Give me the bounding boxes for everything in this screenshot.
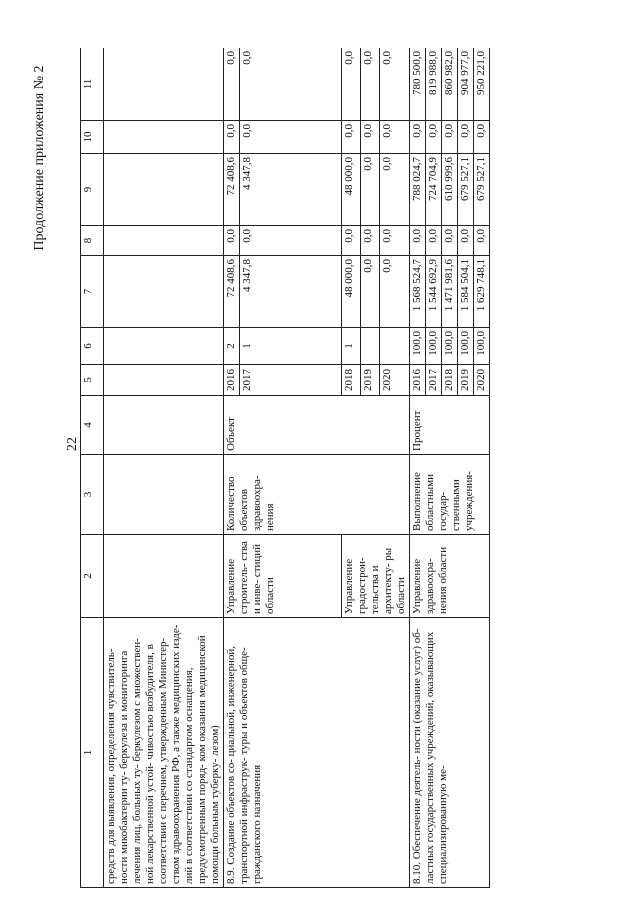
value-cell [361,328,380,365]
continuation-note: Продолжение приложения № 2 [32,65,47,251]
value-cell: 0,0 [426,226,442,256]
col-header-8: 8 [81,226,104,256]
executor-health: Управление здравоохра- нения области [410,535,490,618]
value-cell: 72 408,6 [224,154,240,226]
header-row [81,48,104,888]
executor-urban-planning: Управление градострои- тельства и архитекту- ры области [342,535,410,618]
year-cell: 2017 [240,365,342,396]
value-cell: 0,0 [474,121,490,154]
value-cell: 0,0 [380,256,410,328]
indicator-fulfilment: Выполнение областными государ- ственными учреждения- [410,455,490,535]
year-cell: 2018 [342,365,361,396]
table-row [410,48,426,888]
value-cell: 0,0 [361,256,380,328]
year-cell: 2019 [361,365,380,396]
value-cell: 0,0 [442,226,458,256]
section-continuation-text: средств для выявления, определения чувствитель- ности микобактерии ту- беркулеза и мониторинга лечения лиц, больных ту- беркулезом с множествен- ной лекарственной устой- чивостью возбудителя, в соответствии с перечнем, утвержденным Министер- ством здравоохранения РФ, а также медицинских изде- лий в соответствии со стандартом оснащения, предусмотренным поряд- ком оказания медицинской помощи больным туберку- лезом) [104,618,224,888]
value-cell: 0,0 [240,48,342,121]
value-cell: 0,0 [342,48,361,121]
executor-construction: Управление строитель- ства и инве- стиций области [224,535,342,618]
value-cell: 780 500,0 [410,48,426,121]
value-cell: 1 584 504,1 [458,256,474,328]
value-cell: 819 988,0 [426,48,442,121]
value-cell: 0,0 [240,226,342,256]
value-cell: 48 000,0 [342,256,361,328]
col-header-7: 7 [81,256,104,328]
value-cell: 1 [240,328,342,365]
value-cell: 72 408,6 [224,256,240,328]
value-cell: 0,0 [380,154,410,226]
year-cell: 2018 [442,365,458,396]
value-cell: 48 000,0 [342,154,361,226]
col-header-4: 4 [81,396,104,455]
value-cell: 0,0 [361,154,380,226]
value-cell: 100,0 [410,328,426,365]
col-header-1: 1 [81,618,104,888]
value-cell: 0,0 [442,121,458,154]
value-cell: 1 629 748,1 [474,256,490,328]
value-cell: 0,0 [361,121,380,154]
rotated-table-container [80,48,530,888]
value-cell: 0,0 [458,226,474,256]
section-8-10-title: 8.10. Обеспечение деятель- ности (оказание услуг) об- ластных государственных учреждений, оказывающих специализированную ме- [410,618,490,888]
value-cell: 679 527,1 [474,154,490,226]
col-header-5: 5 [81,365,104,396]
value-cell: 0,0 [458,121,474,154]
value-cell: 0,0 [410,226,426,256]
value-cell: 4 347,8 [240,154,342,226]
unit-object: Объект [224,396,410,455]
year-cell: 2020 [380,365,410,396]
col-header-11: 11 [81,48,104,121]
value-cell: 1 471 981,6 [442,256,458,328]
value-cell: 0,0 [410,121,426,154]
value-cell: 860 982,0 [442,48,458,121]
appendix-table [80,48,490,888]
col-header-9: 9 [81,154,104,226]
table-row [224,48,240,888]
value-cell: 0,0 [474,226,490,256]
value-cell: 1 [342,328,361,365]
value-cell: 950 221,0 [474,48,490,121]
value-cell: 100,0 [474,328,490,365]
col-header-6: 6 [81,328,104,365]
section-8-9-title: 8.9. Создание объектов со- циальной, инженерной, транспортной инфраструк- туры и объектов обще- гражданского назначения [224,618,410,888]
value-cell: 1 544 692,9 [426,256,442,328]
value-cell: 0,0 [380,121,410,154]
value-cell: 0,0 [342,226,361,256]
value-cell: 0,0 [224,121,240,154]
value-cell: 100,0 [458,328,474,365]
table-viewport [80,48,530,888]
value-cell: 0,0 [240,121,342,154]
value-cell: 2 [224,328,240,365]
value-cell: 4 347,8 [240,256,342,328]
col-header-2: 2 [81,535,104,618]
unit-percent: Процент [410,396,490,455]
value-cell: 788 024,7 [410,154,426,226]
page-number: 22 [65,437,80,451]
value-cell: 904 977,0 [458,48,474,121]
value-cell: 100,0 [442,328,458,365]
year-cell: 2017 [426,365,442,396]
value-cell: 0,0 [380,48,410,121]
value-cell: 0,0 [380,226,410,256]
year-cell: 2020 [474,365,490,396]
value-cell: 679 527,1 [458,154,474,226]
year-cell: 2019 [458,365,474,396]
indicator-objects: Количество объектов здравоохра- нения [224,455,410,535]
col-header-10: 10 [81,121,104,154]
value-cell: 0,0 [361,48,380,121]
year-cell: 2016 [224,365,240,396]
value-cell: 0,0 [224,226,240,256]
col-header-3: 3 [81,455,104,535]
value-cell: 0,0 [361,226,380,256]
value-cell: 0,0 [426,121,442,154]
table-row [104,48,224,888]
value-cell: 0,0 [224,48,240,121]
value-cell: 724 704,9 [426,154,442,226]
value-cell: 0,0 [342,121,361,154]
value-cell: 100,0 [426,328,442,365]
year-cell: 2016 [410,365,426,396]
value-cell [380,328,410,365]
value-cell: 610 999,6 [442,154,458,226]
value-cell: 1 568 524,7 [410,256,426,328]
